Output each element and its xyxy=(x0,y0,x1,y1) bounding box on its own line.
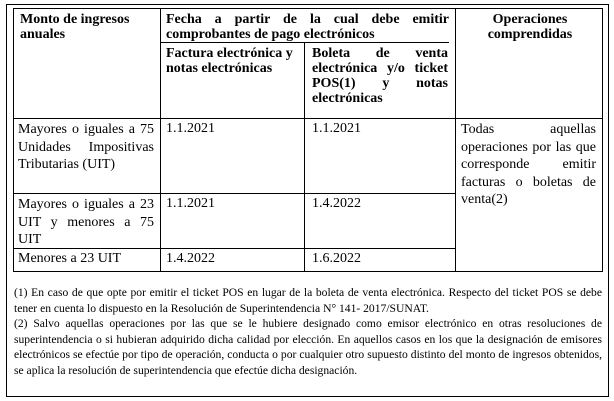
table-hline xyxy=(13,8,603,9)
table-vline xyxy=(455,8,456,272)
row2-boleta: 1.4.2022 xyxy=(312,196,361,211)
table-vline xyxy=(160,8,161,272)
header-operaciones: Operaciones comprendidas xyxy=(487,12,573,42)
row3-boleta: 1.6.2022 xyxy=(312,251,361,266)
row3-monto: Menores a 23 UIT xyxy=(18,251,122,266)
footnote-2: (2) Salvo aquellas operaciones por las que se le hubiere designado como emisor electrónico en otras resoluciones de superintendencia o si hubieran adquirido dicha calidad por elección. En aquellos casos en los que la designación de emisores electrónicos se efectúe por tipo de operación, conducta o por cualquier otro supuesto distinto del monto de ingresos obtenidos, se aplica la resolución de superintendencia que efectúe dicha designación. xyxy=(14,317,602,377)
row1-boleta: 1.1.2021 xyxy=(312,121,361,136)
table-vline xyxy=(13,8,14,272)
header-monto: Monto de ingresos anuales xyxy=(20,12,130,42)
table-vline xyxy=(304,42,305,272)
row2-monto: Mayores o iguales a 23 UIT y menores a 75 UIT xyxy=(18,197,154,247)
row2-factura: 1.1.2021 xyxy=(166,196,215,211)
table-vline xyxy=(602,8,603,272)
footnotes xyxy=(14,285,602,378)
row3-factura: 1.4.2022 xyxy=(166,251,215,266)
operaciones-cell: Todas aquellas operaciones por las que corresponde emitir facturas o boletas de venta(2) xyxy=(461,122,596,207)
table-hline xyxy=(13,118,603,119)
table-hline xyxy=(13,271,603,272)
header-factura: Factura electrónica y notas electrónicas xyxy=(166,46,293,76)
header-boleta: Boleta de venta electrónica y/o ticket POS(1) y notas electrónicas xyxy=(312,46,448,106)
row1-monto: Mayores o iguales a 75 Unidades Impositivas Tributarias (UIT) xyxy=(18,122,154,172)
footnote-1: (1) En caso de que opte por emitir el ticket POS en lugar de la boleta de venta electrónica. Respecto del ticket POS se debe tener en cuenta lo dispuesto en la Resolución de Superintendencia N° 141- 2017/SUNAT. xyxy=(14,286,602,315)
row1-factura: 1.1.2021 xyxy=(166,121,215,136)
table-hline xyxy=(13,193,455,194)
header-fecha: Fecha a partir de la cual debe emitir comprobantes de pago electrónicos xyxy=(166,12,449,42)
